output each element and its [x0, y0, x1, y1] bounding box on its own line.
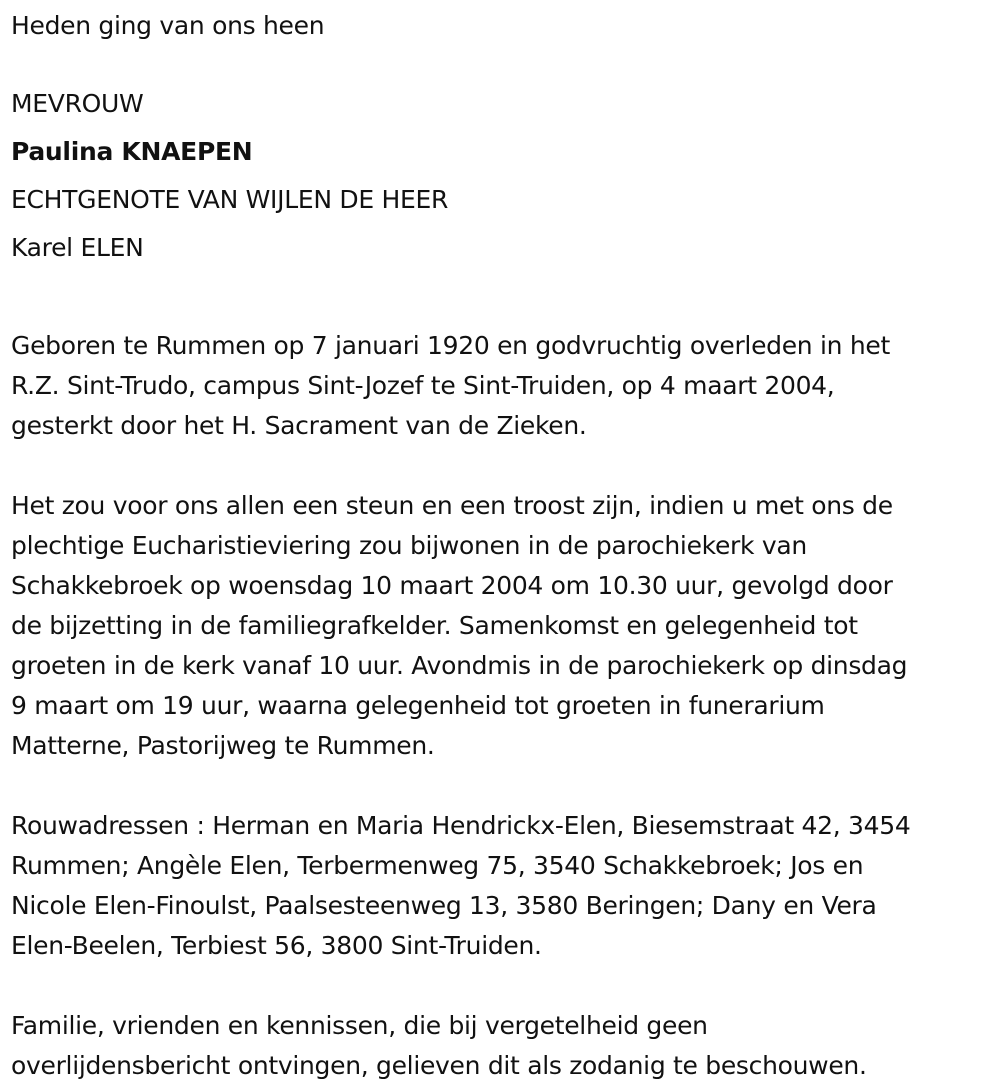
intro-line: Heden ging van ons heen	[11, 11, 325, 40]
paragraph-line: Rouwadressen : Herman en Maria Hendrickx-Elen, Biesemstraat 42, 3454	[11, 811, 911, 840]
paragraph-line: overlijdensbericht ontvingen, gelieven dit als zodanig te beschouwen.	[11, 1051, 867, 1080]
spouse-name: Karel ELEN	[11, 233, 144, 262]
paragraph-line: de bijzetting in de familiegrafkelder. Samenkomst en gelegenheid tot	[11, 611, 858, 640]
spacer	[11, 272, 996, 326]
paragraph-line: Rummen; Angèle Elen, Terbermenweg 75, 3540 Schakkebroek; Jos en	[11, 851, 864, 880]
closing-paragraph	[11, 1006, 996, 1086]
relation-line: ECHTGENOTE VAN WIJLEN DE HEER	[11, 185, 449, 214]
spacer	[11, 966, 996, 1006]
spacer	[11, 766, 996, 806]
paragraph-line: groeten in de kerk vanaf 10 uur. Avondmis in de parochiekerk op dinsdag	[11, 651, 908, 680]
paragraph-line: Elen-Beelen, Terbiest 56, 3800 Sint-Truiden.	[11, 931, 542, 960]
paragraph-line: 9 maart om 19 uur, waarna gelegenheid tot groeten in funerarium	[11, 691, 825, 720]
paragraph-line: gesterkt door het H. Sacrament van de Zieken.	[11, 411, 587, 440]
birth-death-paragraph	[11, 326, 996, 446]
paragraph-line: Nicole Elen-Finoulst, Paalsesteenweg 13, 3580 Beringen; Dany en Vera	[11, 891, 877, 920]
paragraph-line: Geboren te Rummen op 7 januari 1920 en godvruchtig overleden in het	[11, 331, 890, 360]
notice-heading	[11, 6, 996, 272]
funeral-paragraph	[11, 486, 996, 766]
paragraph-line: Het zou voor ons allen een steun en een troost zijn, indien u met ons de	[11, 491, 893, 520]
paragraph-line: Schakkebroek op woensdag 10 maart 2004 om 10.30 uur, gevolgd door	[11, 571, 893, 600]
addresses-paragraph	[11, 806, 996, 966]
paragraph-line: Matterne, Pastorijweg te Rummen.	[11, 731, 435, 760]
title-line: MEVROUW	[11, 89, 144, 118]
deceased-name: Paulina KNAEPEN	[11, 137, 253, 166]
death-notice	[11, 6, 996, 1086]
spacer	[11, 446, 996, 486]
paragraph-line: R.Z. Sint-Trudo, campus Sint-Jozef te Sint-Truiden, op 4 maart 2004,	[11, 371, 835, 400]
paragraph-line: Familie, vrienden en kennissen, die bij vergetelheid geen	[11, 1011, 708, 1040]
spacer	[11, 46, 996, 80]
paragraph-line: plechtige Eucharistieviering zou bijwonen in de parochiekerk van	[11, 531, 807, 560]
